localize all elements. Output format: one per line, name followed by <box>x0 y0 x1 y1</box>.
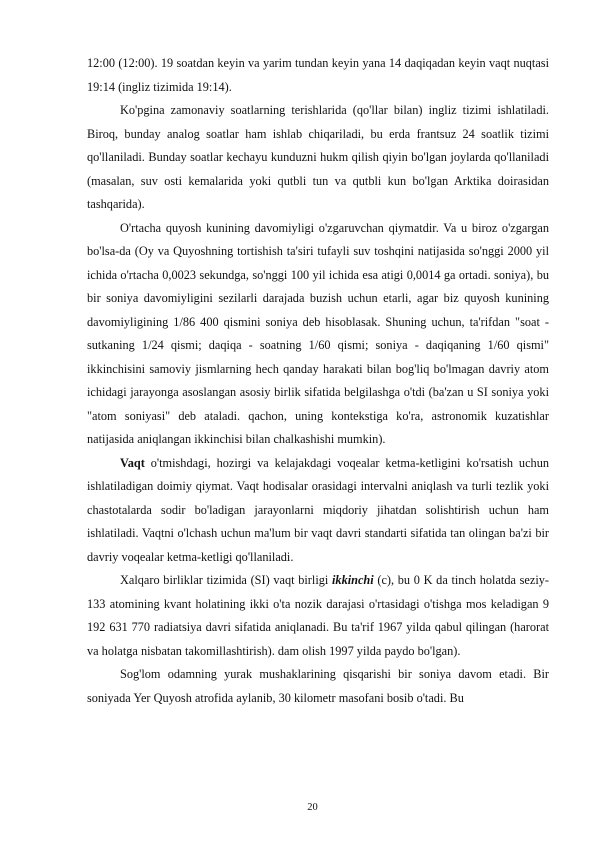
term-ikkinchi: ikkinchi <box>332 573 374 587</box>
paragraph-si-second <box>87 569 549 663</box>
paragraph-si-second-lead: Xalqaro birliklar tizimida (SI) vaqt birligi <box>120 573 332 587</box>
term-vaqt: Vaqt <box>120 455 145 470</box>
paragraph-time-definition-text: o'tmishdagi, hozirgi va kelajakdagi voqealar ketma-ketligini ko'rsatish uchun ishlatiladigan doimiy qiymat. Vaqt hodisalar orasidagi intervalni aniqlash va turli tezlik yoki chastotalarda sodir bo'ladigan jarayonlarni miqdoriy jihatdan solishtirish uchun ham ishlatiladi. Vaqtni o'lchash uchun ma'lum bir vaqt davri standarti sifatida tan olingan ba'zi bir davriy voqealar ketma-ketligi qo'llaniladi. <box>87 455 549 564</box>
page-number: 20 <box>307 802 318 813</box>
paragraph-heartbeat: Sog'lom odamning yurak mushaklarining qisqarishi bir soniya davom etadi. Bir soniyada Yer Quyosh atrofida aylanib, 30 kilometr masofani bosib o'tadi. Bu <box>87 667 549 705</box>
paragraph-solar-day: O'rtacha quyosh kunining davomiyligi o'zgaruvchan qiymatdir. Va u biroz o'zgargan bo'lsa-da (Oy va Quyoshning tortishish ta'siri tufayli suv toshqini natijasida so'nggi 2000 yil ichida o'rtacha 0,0023 sekundga, so'nggi 100 yil ichida esa atigi 0,0014 ga ortadi. soniya), bu bir soniya davomiyligini sezilarli darajada buzish uchun etarli, agar biz quyosh kunining davomiyligining 1/86 400 qismini soniya deb hisoblasak. Shuning uchun, ta'rifdan "soat - sutkaning 1/24 qismi; daqiqa - soatning 1/60 qismi; soniya - daqiqaning 1/60 qismi" ikkinchisini samoviy jismlarning hech qanday harakati bilan bog'liq bo'lmagan davriy atom ichidagi jarayonga asoslangan asosiy birlik sifatida belgilashga o'tdi (ba'zan u SI soniya yoki "atom soniyasi" deb ataladi. qachon, uning kontekstiga ko'ra, astronomik kuzatishlar natijasida aniqlangan ikkinchisi bilan chalkashishi mumkin). <box>87 220 549 446</box>
paragraph-time-definition <box>87 452 549 570</box>
paragraph-time-example: 12:00 (12:00). 19 soatdan keyin va yarim tundan keyin yana 14 daqiqadan keyin vaqt nuqtasi 19:14 (ingliz tizimida 19:14). <box>87 56 549 94</box>
paragraph-clock-systems: Ko'pgina zamonaviy soatlarning terishlarida (qo'llar bilan) ingliz tizimi ishlatiladi. Biroq, bunday analog soatlar ham ishlab chiqariladi, bu erda frantsuz 24 soatlik tizimi qo'llaniladi. Bunday soatlar kechayu kunduzni hukm qilish qiyin bo'lgan joylarda qo'llaniladi (masalan, suv osti kemalarida yoki qutbli tun va qutbli kun bo'lgan Arktika doirasidan tashqarida). <box>87 103 549 211</box>
document-page <box>87 52 549 710</box>
paragraph-si-second-text: (c), bu 0 K da tinch holatda seziy-133 atomining kvant holatining ikki o'ta nozik darajasi o'rtasidagi o'tishga mos keladigan 9 192 631 770 radiatsiya davri sifatida aniqlanadi. Bu ta'rif 1967 yilda qabul qilingan (harorat va holatga nisbatan takomillashtirish). dam olish 1997 yilda paydo bo'lgan). <box>87 573 549 658</box>
